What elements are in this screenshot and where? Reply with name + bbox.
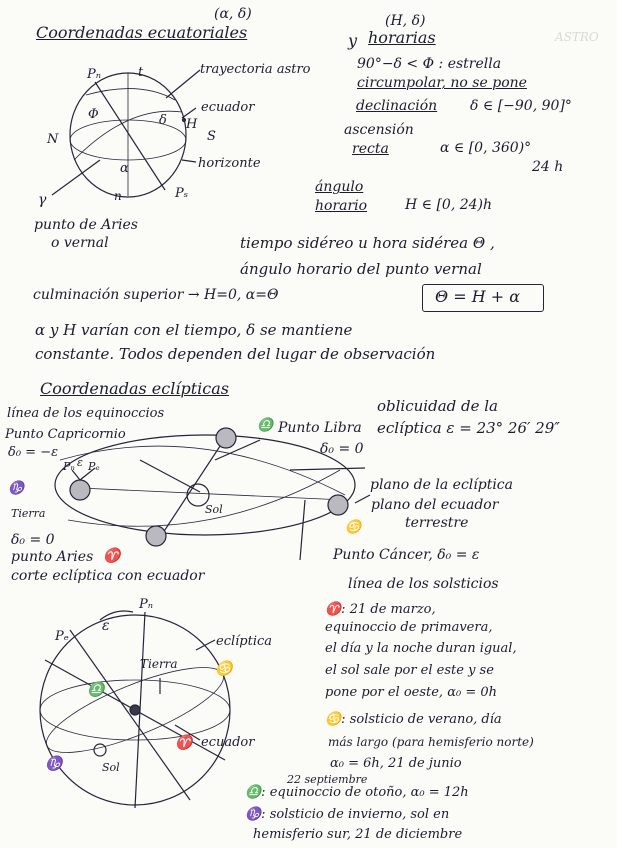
season-line-8: α₀ = 6h, 21 de junio [330,756,462,771]
declination-label: declinación [356,98,438,114]
h-delta-label: (H, δ) [385,13,426,29]
horizon-label: horizonte [198,156,261,171]
orbit-ecliptic-pole-label: Pₑ [88,460,100,473]
sphere-sun-label: Sol [102,761,120,774]
sphere-equator-label: ecuador [201,735,255,750]
nadir-label: n [114,189,122,203]
declination-symbol: δ [159,113,167,128]
libra-symbol: ♎ [257,418,274,433]
sphere-ecliptic-label: eclíptica [216,634,273,649]
cancer-point-label: Punto Cáncer, δ₀ = ε [333,547,480,563]
solstice-line-label: línea de los solsticios [348,576,499,592]
sphere-earth-label: Tierra [140,657,178,671]
variation-line2: constante. Todos dependen del lugar de observación [35,345,436,363]
hour-angle-label-1: ángulo [315,179,364,195]
cancer-symbol: ♋ [345,520,362,535]
sphere-aries-symbol: ♈ [175,735,193,751]
sphere-ecliptic-pole: Pₑ [55,629,69,644]
upper-culmination: culminación superior → H=0, α=Θ [33,287,279,303]
season-line-3: el día y la noche duran igual, [325,641,517,656]
hour-angle-label-2: horario [315,198,368,214]
sidereal-time-line2: ángulo horario del punto vernal [240,260,482,278]
ecliptic-section-title: Coordenadas eclípticas [40,379,229,398]
south-pole-label: Pₛ [175,186,189,201]
cut-label: corte eclíptica con ecuador [11,568,205,584]
aries-label-line1: punto de Aries [34,217,138,233]
libra-declination: δ₀ = 0 [320,441,364,457]
sphere-capricorn-symbol: ♑ [45,756,63,772]
page-title: Coordenadas ecuatoriales [36,23,248,42]
bleed-through-text: ASTRO [555,30,599,44]
season-line-6: ♋: solsticio de verano, día [325,712,502,727]
north-label: N [47,132,59,147]
capricorn-point-label: Punto Capricornio [5,427,126,442]
obliquity-line2: eclíptica ε = 23° 26′ 29″ [377,419,560,437]
aries-symbol: γ [38,192,47,208]
equinox-line-label: línea de los equinoccios [7,406,165,421]
orbit-obliquity-symbol: ε [77,456,83,469]
declination-range: δ ∈ [−90, 90]° [470,98,572,114]
aries-declination: δ₀ = 0 [11,532,55,548]
right-ascension-symbol: α [120,161,129,176]
sphere-cancer-symbol: ♋ [215,661,233,677]
capricorn-declination: δ₀ = −ε [8,445,59,460]
season-line-11: ♑: solsticio de invierno, sol en [245,807,450,822]
north-pole-label: Pₙ [87,67,102,82]
title-end: horarias [368,28,436,47]
season-line-7: más largo (para hemisferio norte) [328,735,534,749]
earth-label: Tierra [11,507,46,520]
aries-label-line2: o vernal [51,235,109,251]
sun-label: Sol [205,503,223,516]
sphere-north-pole: Pₙ [139,597,154,612]
aries-point-label: punto Aries [11,549,94,565]
orbit-north-pole-label: Pₙ [63,460,75,473]
capricorn-symbol: ♑ [8,481,25,496]
season-line-4: el sol sale por el este y se [325,663,494,678]
right-ascension-hours: 24 h [532,159,564,175]
right-ascension-label-1: ascensión [344,122,414,138]
right-ascension-range: α ∈ [0, 360)° [440,140,532,156]
obliquity-line1: oblicuidad de la [377,397,498,415]
variation-line1: α y H varían con el tiempo, δ se mantiene [35,321,353,339]
sphere-obliquity: ε [102,618,110,634]
circumpolar-line2: circumpolar, no se pone [357,75,527,91]
south-label: S [207,129,216,144]
aries-point-symbol: ♈ [103,548,121,564]
right-ascension-label-2: recta [352,141,389,157]
zenith-label: t [138,65,144,80]
season-line-1: ♈: 21 de marzo, [325,602,436,617]
libra-point-label: Punto Libra [278,420,362,436]
sidereal-formula: Θ = H + α [435,287,521,306]
season-line-12: hemisferio sur, 21 de diciembre [253,827,463,842]
season-line-9: 22 septiembre [287,773,368,786]
hour-angle-range: H ∈ [0, 24)h [405,197,493,213]
trajectory-label: trayectoria astro [200,62,311,77]
equator-plane-label-2: terrestre [405,515,469,531]
equator-plane-label-1: plano del ecuador [371,497,499,513]
circumpolar-line1: 90°−δ < Φ : estrella [357,56,502,72]
season-line-10: ♎: equinoccio de otoño, α₀ = 12h [245,785,469,800]
season-line-2: equinoccio de primavera, [325,620,493,635]
latitude-symbol: Φ [88,107,99,122]
title-join: y [348,31,358,50]
ecliptic-plane-label: plano de la eclíptica [370,477,513,493]
sidereal-time-line1: tiempo sidéreo u hora sidérea Θ , [240,234,495,252]
sphere-libra-symbol: ♎ [87,682,105,698]
hour-angle-symbol: H [186,117,198,132]
season-line-5: pone por el oeste, α₀ = 0h [325,685,497,700]
alpha-delta-label: (α, δ) [214,6,252,22]
equator-label: ecuador [201,100,255,115]
